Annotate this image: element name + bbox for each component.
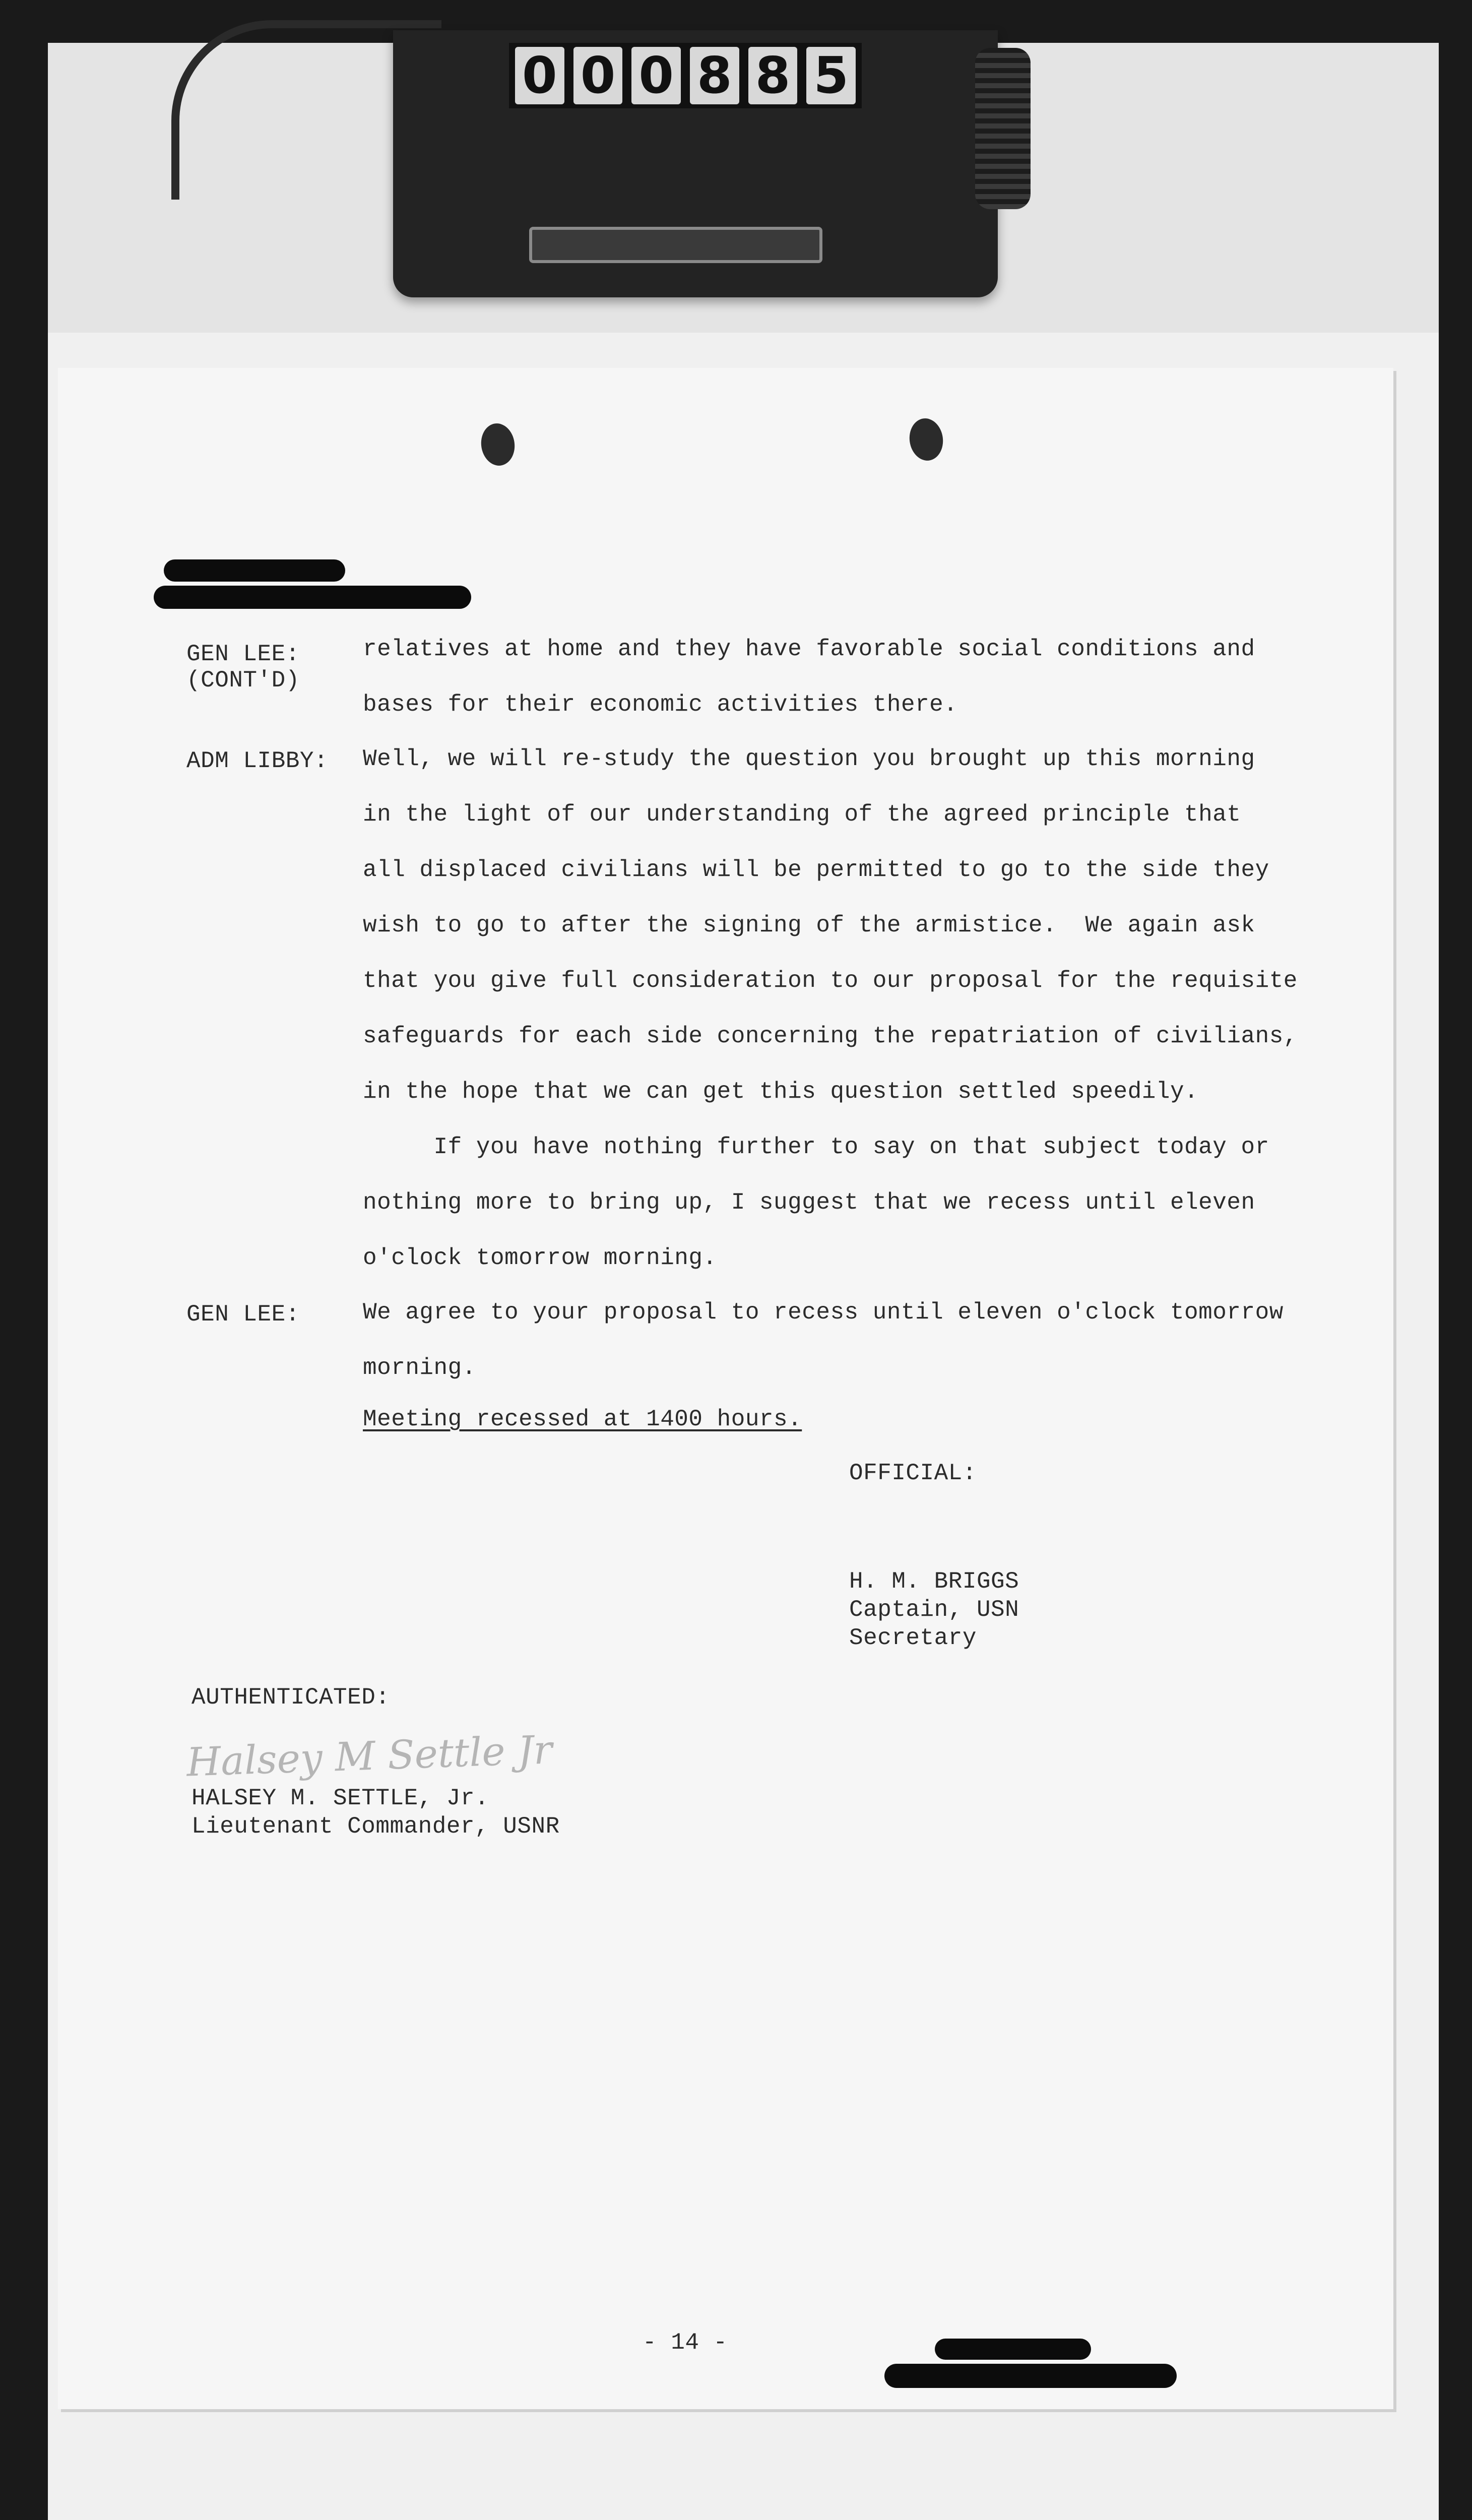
authenticated-rank: Lieutenant Commander, USNR xyxy=(191,1813,560,1840)
text-line: that you give full consideration to our proposal for the requisite xyxy=(363,968,1298,994)
speaker-label: GEN LEE: xyxy=(186,1301,300,1328)
speaker-continued-label: (CONT'D) xyxy=(186,667,300,694)
redaction-bar xyxy=(884,2364,1177,2388)
counter-display xyxy=(509,43,862,108)
authenticated-name: HALSEY M. SETTLE, Jr. xyxy=(191,1785,489,1811)
official-title: Secretary xyxy=(849,1625,977,1651)
speaker-label: ADM LIBBY: xyxy=(186,748,329,774)
official-name: H. M. BRIGGS xyxy=(849,1568,1019,1595)
counter-digit: 8 xyxy=(690,47,739,104)
text-line: If you have nothing further to say on that subject today or xyxy=(363,1134,1269,1160)
text-line: bases for their economic activities there. xyxy=(363,691,958,718)
text-line: safeguards for each side concerning the repatriation of civilians, xyxy=(363,1023,1298,1049)
counter-digit: 0 xyxy=(631,47,681,104)
redaction-bar xyxy=(164,559,345,582)
authenticated-label: AUTHENTICATED: xyxy=(191,1684,390,1711)
recess-note: Meeting recessed at 1400 hours. xyxy=(363,1406,802,1432)
text-line: o'clock tomorrow morning. xyxy=(363,1245,717,1271)
text-line: We agree to your proposal to recess until eleven o'clock tomorrow xyxy=(363,1299,1284,1326)
text-line: relatives at home and they have favorable social conditions and xyxy=(363,636,1255,662)
punch-hole-icon xyxy=(907,416,945,463)
document-page xyxy=(58,368,1393,2409)
text-line: morning. xyxy=(363,1355,476,1381)
counter-digit: 0 xyxy=(573,47,623,104)
counter-knob-icon xyxy=(975,48,1031,209)
text-line: in the light of our understanding of the agreed principle that xyxy=(363,801,1241,828)
counter-digit: 0 xyxy=(515,47,564,104)
text-line: Well, we will re-study the question you brought up this morning xyxy=(363,746,1255,772)
counter-digit: 5 xyxy=(806,47,856,104)
official-rank: Captain, USN xyxy=(849,1597,1019,1623)
redaction-bar xyxy=(935,2339,1091,2360)
text-line: all displaced civilians will be permitted to go to the side they xyxy=(363,857,1269,883)
speaker-label: GEN LEE: xyxy=(186,641,300,667)
text-line: wish to go to after the signing of the armistice. We again ask xyxy=(363,912,1255,938)
handwritten-signature: Halsey M Settle Jr xyxy=(185,1727,553,1786)
text-line: nothing more to bring up, I suggest that we recess until eleven xyxy=(363,1189,1255,1216)
page-number: - 14 - xyxy=(643,2329,728,2356)
counter-plate xyxy=(529,227,822,263)
punch-hole-icon xyxy=(478,421,517,468)
text-line: in the hope that we can get this question settled speedily. xyxy=(363,1079,1199,1105)
counter-digit: 8 xyxy=(748,47,798,104)
redaction-bar xyxy=(154,586,471,609)
official-label: OFFICIAL: xyxy=(849,1460,977,1486)
